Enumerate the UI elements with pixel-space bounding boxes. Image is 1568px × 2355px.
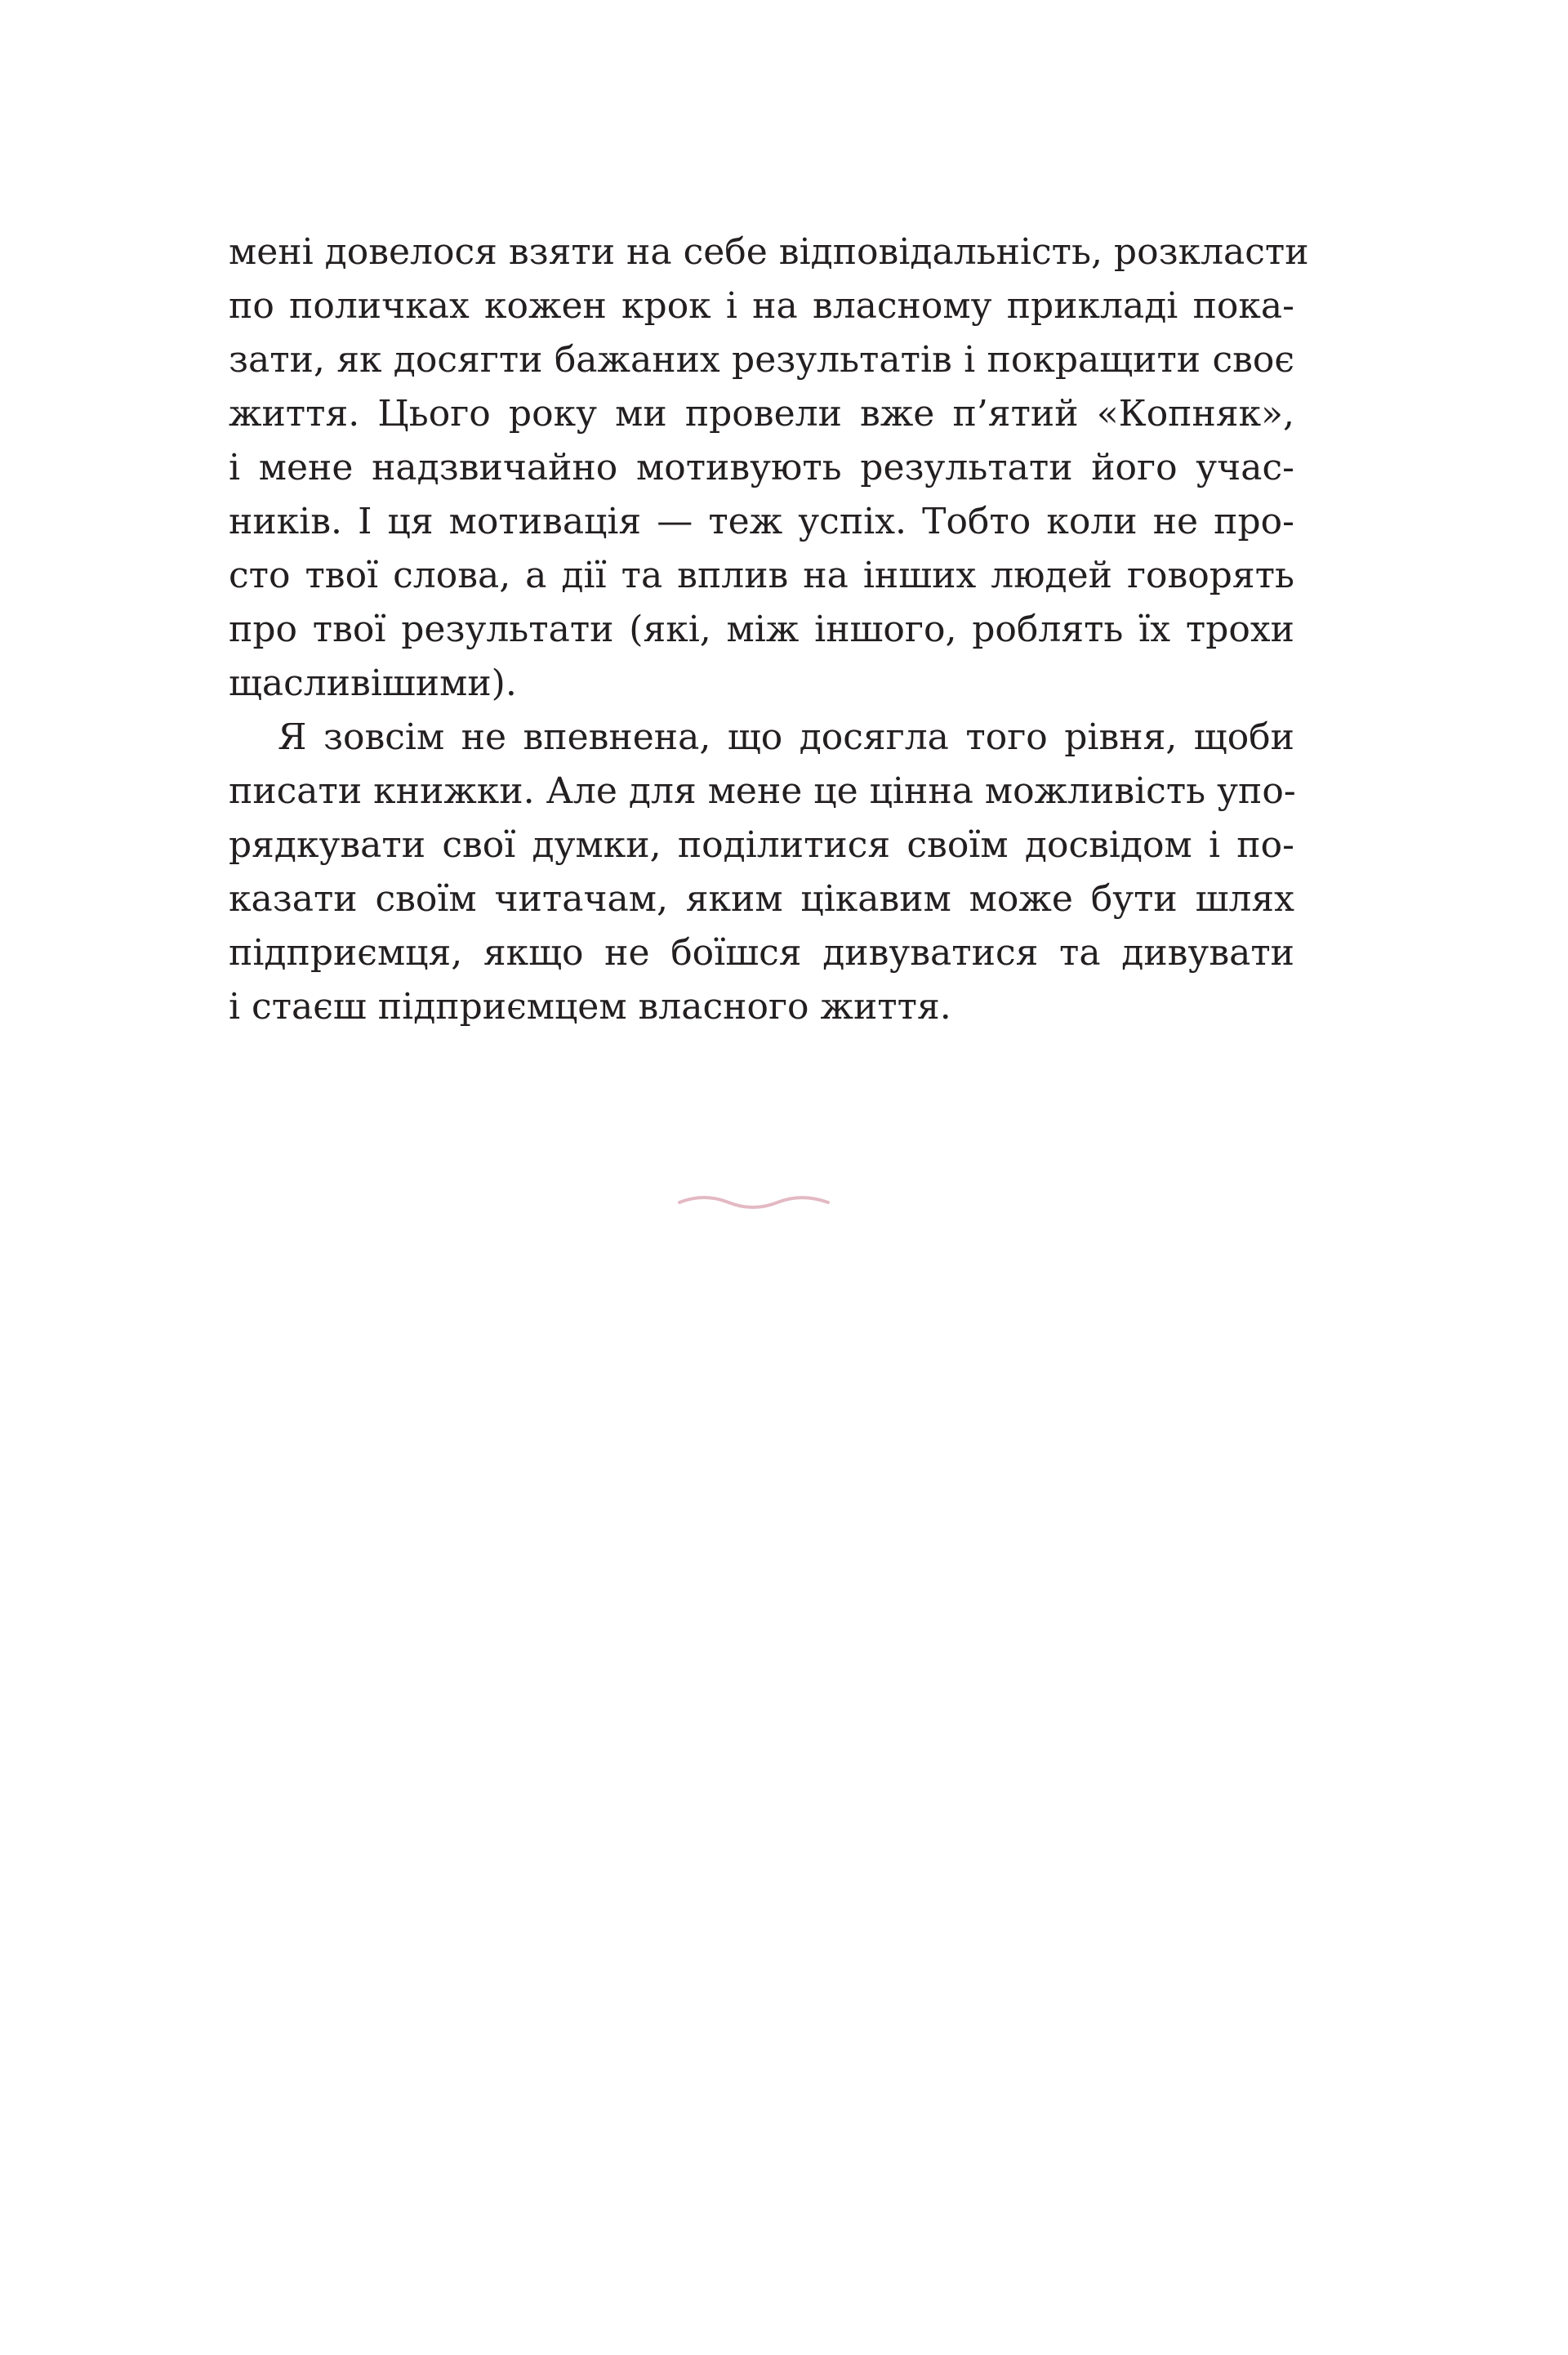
text-line: мені довелося взяти на себе відповідальність, розкласти <box>229 231 1309 273</box>
text-line: і стаєш підприємцем власного життя. <box>229 986 951 1028</box>
text-line: по поличках кожен крок і на власному прикладі пока- <box>229 285 1294 327</box>
wave-divider-stroke <box>679 1198 828 1207</box>
paragraph-2 <box>229 711 1294 1034</box>
text-line: писати книжки. Але для мене це цінна можливість упо- <box>229 770 1296 812</box>
body-text <box>229 225 1309 1034</box>
text-line: казати своїм читачам, яким цікавим може бути шлях <box>229 878 1294 920</box>
text-line: зати, як досягти бажаних результатів і покращити своє <box>229 339 1294 381</box>
paragraph-1 <box>229 225 1309 711</box>
text-line: Я зовсім не впевнена, що досягла того рівня, щоби <box>278 716 1294 758</box>
text-line: рядкувати свої думки, поділитися своїм досвідом і по- <box>229 824 1294 866</box>
text-line: сто твої слова, а дії та вплив на інших людей говорять <box>229 555 1294 596</box>
wave-divider-icon <box>676 1194 831 1211</box>
text-line: щасливішими). <box>229 662 517 704</box>
text-line: життя. Цього року ми провели вже п’ятий «Копняк», <box>229 393 1294 435</box>
text-line: ників. І ця мотивація — теж успіх. Тобто коли не про- <box>229 501 1294 542</box>
text-line: і мене надзвичайно мотивують результати його учас- <box>229 447 1294 488</box>
text-line: про твої результати (які, між іншого, роблять їх трохи <box>229 609 1294 650</box>
text-line: підприємця, якщо не боїшся дивуватися та дивувати <box>229 932 1294 974</box>
